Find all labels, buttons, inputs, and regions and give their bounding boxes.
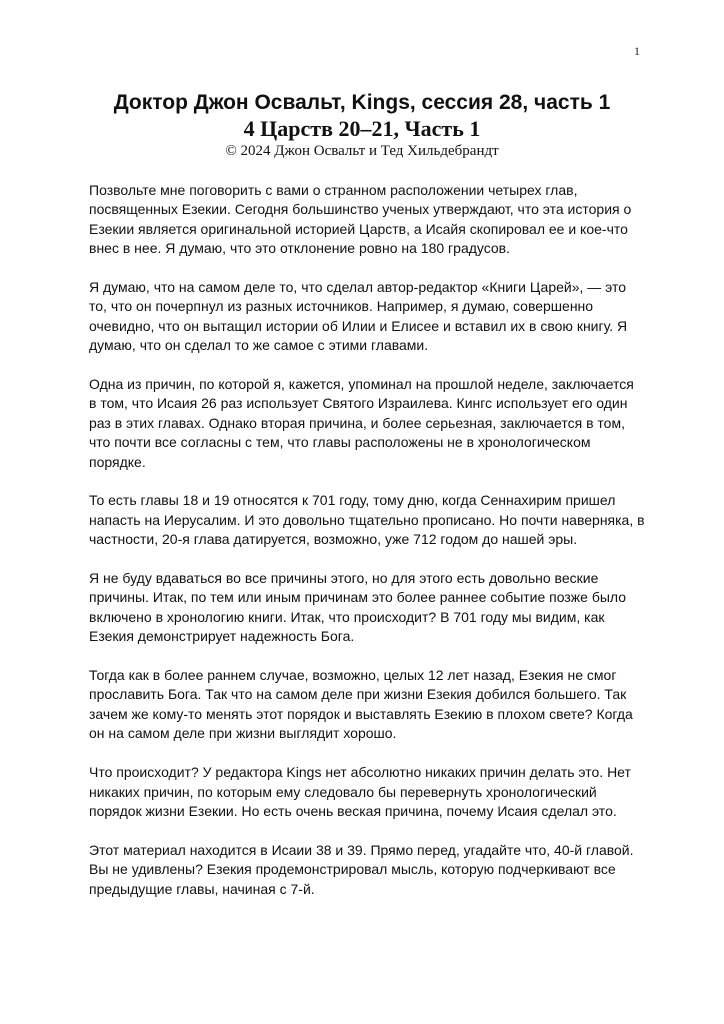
copyright-line: © 2024 Джон Освальт и Тед Хильдебрандт [225, 143, 499, 159]
paragraph: Позвольте мне поговорить с вами о странном расположении четырех глав, посвященных Езекии. Сегодня большинство ученых утверждают, что эта история о Езекии является оригинальной историей Царств, а Исайя скопировал ее и кое-что внес в нее. Я думаю, что это отклонение ровно на 180 градусов. [89, 182, 632, 257]
paragraph: То есть главы 18 и 19 относятся к 701 году, тому дню, когда Сеннахирим пришел напасть на Иерусалим. И это довольно тщательно прописано. Но почти наверняка, в частности, 20-я глава датируется, возможно, уже 712 годом до нашей эры. [89, 492, 645, 548]
paragraph: Тогда как в более раннем случае, возможно, целых 12 лет назад, Езекия не смог прославить Бога. Так что на самом деле при жизни Езекия добился большего. Так зачем же кому-то менять этот порядок и выставлять Езекию в плохом свете? Когда он на самом деле при жизни выглядит хорошо. [89, 667, 633, 742]
paragraph: Одна из причин, по которой я, кажется, упоминал на прошлой неделе, заключается в том, что Исаия 26 раз использует Святого Израилева. Кингс использует его один раз в этих главах. Однако вторая причина, и более серьезная, заключается в том, что почти все согласны с тем, что главы расположены не в хронологическом порядке. [89, 376, 634, 470]
document-body [89, 181, 645, 918]
paragraph: Что происходит? У редактора Kings нет абсолютно никаких причин делать это. Нет никаких причин, по которым ему следовало бы перевернуть хронологический порядок жизни Езекии. Но есть очень веская причина, почему Исаия сделал это. [89, 764, 631, 819]
document-header [0, 90, 724, 160]
paragraph: Я думаю, что на самом деле то, что сделал автор-редактор «Книги Царей», — это то, что он почерпнул из разных источников. Например, я думаю, совершенно очевидно, что он вытащил истории об Илии и Елисее и вставил их в свою книгу. Я думаю, что он сделал то же самое с этими главами. [89, 279, 628, 354]
paragraph: Я не буду вдаваться во все причины этого, но для этого есть довольно веские причины. Итак, по тем или иным причинам это более раннее событие позже было включено в хронологию книги. Итак, что происходит? В 701 году мы видим, как Езекия демонстрирует надежность Бога. [89, 570, 627, 645]
document-title: Доктор Джон Освальт, Kings, сессия 28, часть 1 [113, 91, 611, 114]
page-number: 1 [634, 44, 640, 58]
paragraph: Этот материал находится в Исаии 38 и 39. Прямо перед, угадайте что, 40-й главой. Вы не удивлены? Езекия продемонстрировал мысль, которую подчеркивают все предыдущие главы, начиная с 7-й. [89, 841, 634, 897]
document-subtitle: 4 Царств 20–21, Часть 1 [243, 116, 481, 141]
